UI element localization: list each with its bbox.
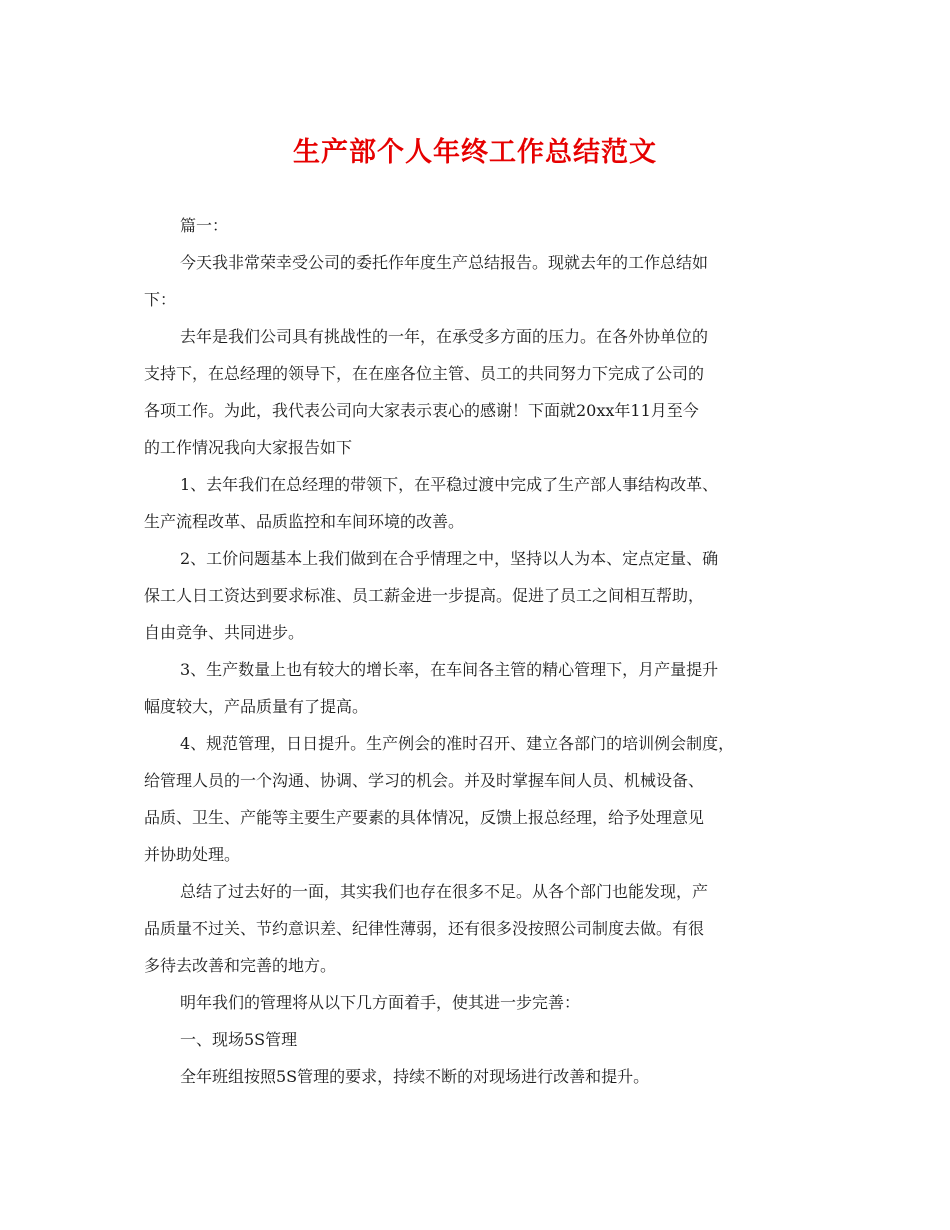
paragraph-line: 篇一： <box>180 216 229 235</box>
paragraph-line: 保工人日工资达到要求标准、员工薪金进一步提高。促进了员工之间相互帮助， <box>144 586 705 605</box>
paragraph-line: 支持下，在总经理的领导下，在在座各位主管、员工的共同努力下完成了公司的 <box>144 364 705 383</box>
paragraph-line: 自由竞争、共同进步。 <box>144 623 305 642</box>
paragraph-line: 1、去年我们在总经理的带领下，在平稳过渡中完成了生产部人事结构改革、 <box>180 475 719 494</box>
paragraph-line: 全年班组按照5S管理的要求，持续不断的对现场进行改善和提升。 <box>180 1067 650 1086</box>
paragraph-line: 品质、卫生、产能等主要生产要素的具体情况，反馈上报总经理，给予处理意见 <box>144 808 705 827</box>
paragraph-line: 给管理人员的一个沟通、协调、学习的机会。并及时掌握车间人员、机械设备、 <box>144 771 705 790</box>
paragraph-line: 各项工作。为此，我代表公司向大家表示衷心的感谢！下面就20xx年11月至今 <box>144 401 699 420</box>
paragraph-line: 并协助处理。 <box>144 845 241 864</box>
paragraph-line: 2、工价问题基本上我们做到在合乎情理之中，坚持以人为本、定点定量、确 <box>180 549 719 568</box>
paragraph-line: 一、现场5S管理 <box>180 1030 298 1049</box>
paragraph-line: 3、生产数量上也有较大的增长率，在车间各主管的精心管理下，月产量提升 <box>180 660 719 679</box>
paragraph-line: 去年是我们公司具有挑战性的一年，在承受多方面的压力。在各外协单位的 <box>180 327 709 346</box>
paragraph-line: 多待去改善和完善的地方。 <box>144 956 337 975</box>
paragraph-line: 4、规范管理，日日提升。生产例会的准时召开、建立各部门的培训例会制度， <box>180 734 735 753</box>
paragraph-line: 总结了过去好的一面，其实我们也存在很多不足。从各个部门也能发现，产 <box>180 882 709 901</box>
paragraph-line: 今天我非常荣幸受公司的委托作年度生产总结报告。现就去年的工作总结如 <box>180 253 709 272</box>
paragraph-line: 生产流程改革、品质监控和车间环境的改善。 <box>144 512 465 531</box>
paragraph-line: 品质量不过关、节约意识差、纪律性薄弱，还有很多没按照公司制度去做。有很 <box>144 919 705 938</box>
paragraph-line: 的工作情况我向大家报告如下 <box>144 438 353 457</box>
paragraph-line: 幅度较大，产品质量有了提高。 <box>144 697 369 716</box>
paragraph-line: 下： <box>144 290 177 309</box>
paragraph-line: 明年我们的管理将从以下几方面着手，使其进一步完善： <box>180 993 581 1012</box>
document-body <box>144 207 830 1095</box>
document-title: 生产部个人年终工作总结范文 <box>293 137 657 168</box>
